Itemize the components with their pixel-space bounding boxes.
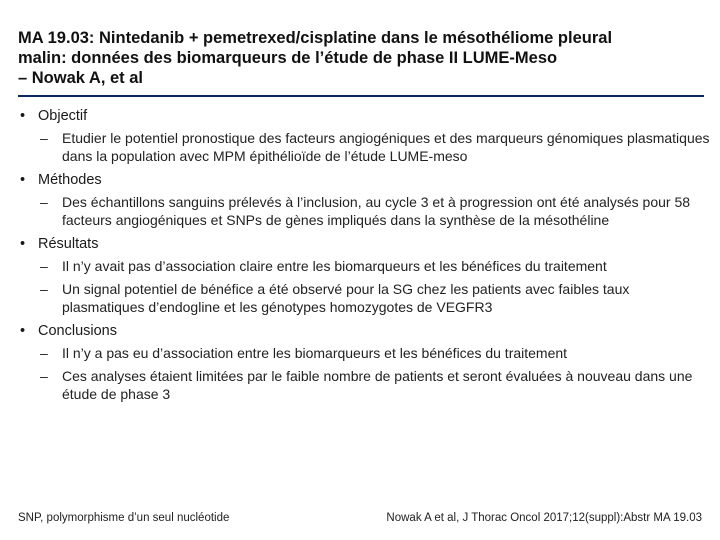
bullet-icon: • xyxy=(20,172,26,188)
dash-icon: – xyxy=(40,345,48,361)
slide-title-line: malin: données des biomarqueurs de l’étude de phase II LUME‑Meso xyxy=(18,49,558,67)
slide-body xyxy=(20,107,712,409)
sub-item-text: Ces analyses étaient limitées par le faible nombre de patients et seront évaluées à nouveau dans une étude de phase 3 xyxy=(62,368,693,402)
slide-title-line: – Nowak A, et al xyxy=(18,69,144,87)
section-methodes xyxy=(20,171,712,229)
dash-icon: – xyxy=(40,368,48,384)
bullet-icon: • xyxy=(20,236,26,252)
sub-item-text: Des échantillons sanguins prélevés à l’inclusion, au cycle 3 et à progression ont été analysés pour 58 facteurs angiogéniques et SNPs de gènes impliqués dans la synthèse de la mésothéline xyxy=(62,194,691,228)
bullet-heading xyxy=(20,235,712,253)
dash-icon: – xyxy=(40,281,48,297)
sub-item-text: Un signal potentiel de bénéfice a été observé pour la SG chez les patients avec faibles taux plasmatiques d’endogline et les génotypes homozygotes de VEGFR3 xyxy=(62,281,630,315)
footnote-abbreviation: SNP, polymorphisme d’un seul nucléotide xyxy=(18,512,230,524)
sub-item xyxy=(20,344,712,362)
sub-item xyxy=(20,367,712,403)
bullet-heading xyxy=(20,171,712,189)
sub-item xyxy=(20,257,712,275)
title-divider xyxy=(18,95,704,97)
bullet-heading xyxy=(20,107,712,125)
sub-item-text: Il n’y a pas eu d’association entre les biomarqueurs et les bénéfices du traitement xyxy=(62,345,568,361)
footnote-reference: Nowak A et al, J Thorac Oncol 2017;12(suppl):Abstr MA 19.03 xyxy=(386,512,702,524)
section-heading: Méthodes xyxy=(38,172,102,188)
section-objectif xyxy=(20,107,712,165)
bullet-icon: • xyxy=(20,108,26,124)
section-heading: Résultats xyxy=(38,236,99,252)
sub-item xyxy=(20,280,712,316)
sub-item xyxy=(20,129,712,165)
dash-icon: – xyxy=(40,194,48,210)
slide-title xyxy=(18,28,708,88)
sub-item xyxy=(20,193,712,229)
sub-item-text: Etudier le potentiel pronostique des facteurs angiogéniques et des marqueurs génomiques plasmatiques dans la population avec MPM épithélioïde de l’étude LUME‑meso xyxy=(62,130,710,164)
section-heading: Conclusions xyxy=(38,323,117,339)
dash-icon: – xyxy=(40,130,48,146)
section-conclusions xyxy=(20,322,712,403)
slide-title-line: MA 19.03: Nintedanib + pemetrexed/cisplatine dans le mésothéliome pleural xyxy=(18,29,613,47)
dash-icon: – xyxy=(40,258,48,274)
sub-item-text: Il n’y avait pas d’association claire entre les biomarqueurs et les bénéfices du traitement xyxy=(62,258,607,274)
bullet-heading xyxy=(20,322,712,340)
section-heading: Objectif xyxy=(38,108,88,124)
bullet-icon: • xyxy=(20,323,26,339)
section-resultats xyxy=(20,235,712,316)
